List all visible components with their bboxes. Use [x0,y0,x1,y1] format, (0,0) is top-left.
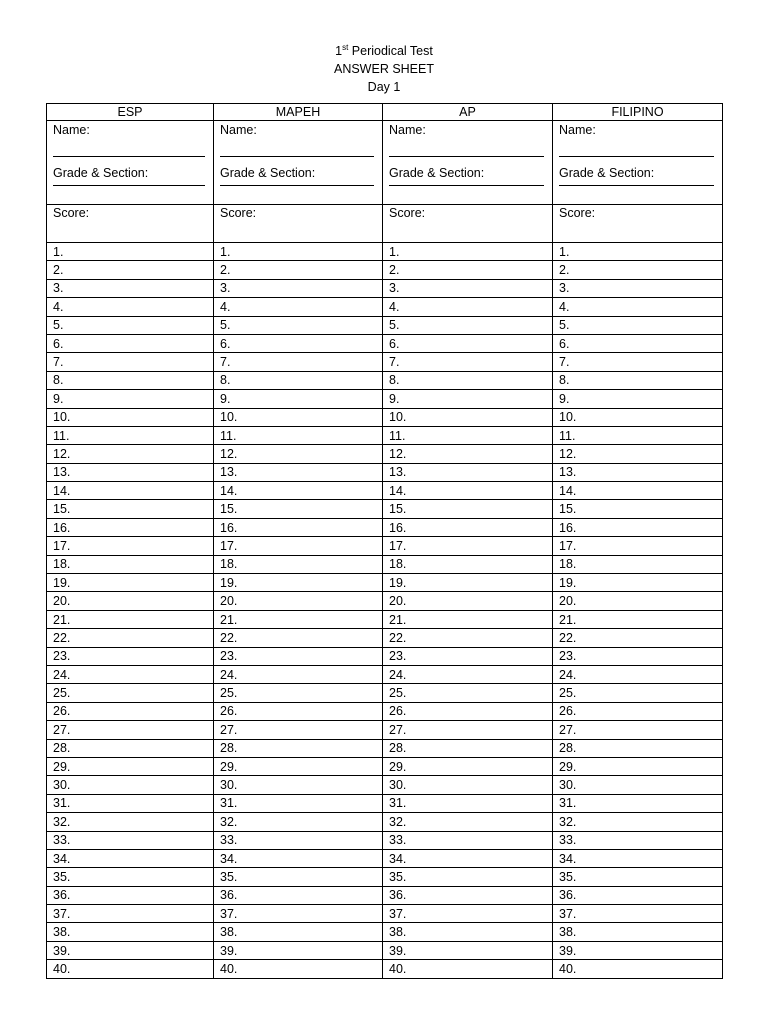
answer-item: 35. [47,868,214,886]
answer-item: 25. [553,684,723,702]
answer-item: 34. [383,849,553,867]
student-info-cell [214,121,383,205]
table-row [47,794,723,812]
answer-item: 38. [553,923,723,941]
answer-item: 25. [47,684,214,702]
answer-item: 22. [47,629,214,647]
score-label: Score: [214,205,383,243]
answer-item: 34. [47,849,214,867]
answer-table [46,103,723,979]
answer-item: 14. [214,482,383,500]
answer-item: 21. [383,610,553,628]
grade-section-blank-line [220,181,374,186]
answer-item: 23. [553,647,723,665]
answer-item: 16. [383,518,553,536]
table-row [47,702,723,720]
answer-item: 15. [47,500,214,518]
answer-item: 36. [214,886,383,904]
answer-item: 20. [47,592,214,610]
answer-item: 39. [214,941,383,959]
answer-item: 7. [383,353,553,371]
table-row [47,813,723,831]
answer-item: 26. [553,702,723,720]
answer-item: 33. [47,831,214,849]
answer-item: 13. [47,463,214,481]
table-row [47,500,723,518]
name-label: Name: [389,123,426,137]
answer-item: 40. [214,960,383,978]
answer-item: 25. [383,684,553,702]
answer-item: 24. [383,665,553,683]
answer-item: 14. [383,482,553,500]
answer-item: 30. [383,776,553,794]
answer-item: 32. [553,813,723,831]
subject-header-row [47,104,723,121]
table-row [47,941,723,959]
table-row [47,868,723,886]
answer-item: 30. [47,776,214,794]
table-row [47,537,723,555]
answer-item: 31. [214,794,383,812]
answer-item: 3. [47,279,214,297]
answer-item: 39. [553,941,723,959]
answer-item: 5. [553,316,723,334]
answer-item: 40. [47,960,214,978]
answer-item: 12. [553,445,723,463]
table-row [47,647,723,665]
table-row [47,757,723,775]
answer-item: 19. [553,574,723,592]
answer-item: 18. [214,555,383,573]
answer-item: 8. [553,371,723,389]
answer-item: 17. [553,537,723,555]
answer-item: 26. [47,702,214,720]
student-info-cell [383,121,553,205]
answer-item: 26. [214,702,383,720]
grade-section-blank-line [53,181,205,186]
answer-item: 18. [47,555,214,573]
answer-item: 10. [214,408,383,426]
answer-item: 25. [214,684,383,702]
answer-item: 38. [383,923,553,941]
table-row [47,923,723,941]
answer-item: 18. [383,555,553,573]
answer-item: 16. [47,518,214,536]
answer-item: 23. [214,647,383,665]
answer-item: 34. [214,849,383,867]
answer-item: 10. [383,408,553,426]
answer-item: 4. [214,298,383,316]
table-row [47,353,723,371]
answer-item: 9. [214,390,383,408]
answer-item: 17. [214,537,383,555]
answer-item: 30. [553,776,723,794]
answer-item: 33. [553,831,723,849]
answer-item: 22. [553,629,723,647]
answer-item: 16. [553,518,723,536]
answer-item: 36. [553,886,723,904]
grade-section-label: Grade & Section: [220,166,316,180]
answer-item: 8. [214,371,383,389]
answer-item: 1. [47,243,214,261]
answer-item: 13. [214,463,383,481]
answer-item: 12. [383,445,553,463]
answer-item: 4. [383,298,553,316]
answer-item: 31. [553,794,723,812]
table-row [47,518,723,536]
answer-item: 14. [47,482,214,500]
answer-item: 20. [214,592,383,610]
table-row [47,426,723,444]
table-row [47,371,723,389]
answer-item: 2. [383,261,553,279]
answer-item: 34. [553,849,723,867]
answer-item: 37. [214,905,383,923]
test-title: 1st Periodical Test [335,42,433,58]
answer-item: 29. [553,757,723,775]
answer-item: 27. [214,721,383,739]
sheet-title: ANSWER SHEET [333,62,434,76]
answer-item: 27. [553,721,723,739]
answer-item: 2. [553,261,723,279]
answer-item: 21. [47,610,214,628]
answer-item: 29. [214,757,383,775]
answer-item: 35. [553,868,723,886]
answer-item: 27. [47,721,214,739]
answer-item: 4. [553,298,723,316]
name-blank-line [389,148,544,157]
name-label: Name: [53,123,90,137]
subject-esp: ESP [47,104,214,121]
table-row [47,316,723,334]
table-row [47,739,723,757]
answer-item: 36. [383,886,553,904]
answer-item: 9. [383,390,553,408]
answer-item: 24. [47,665,214,683]
answer-item: 2. [47,261,214,279]
answer-item: 39. [383,941,553,959]
table-row [47,408,723,426]
answer-item: 26. [383,702,553,720]
answer-item: 2. [214,261,383,279]
answer-item: 20. [383,592,553,610]
answer-item: 5. [47,316,214,334]
answer-item: 3. [383,279,553,297]
answer-item: 17. [47,537,214,555]
answer-item: 10. [553,408,723,426]
table-row [47,482,723,500]
table-row [47,684,723,702]
answer-item: 6. [47,334,214,352]
table-row [47,261,723,279]
answer-item: 35. [214,868,383,886]
answer-item: 11. [553,426,723,444]
answer-item: 4. [47,298,214,316]
answer-item: 16. [214,518,383,536]
answer-item: 30. [214,776,383,794]
answer-item: 9. [553,390,723,408]
answer-item: 1. [214,243,383,261]
answer-item: 31. [47,794,214,812]
answer-item: 27. [383,721,553,739]
answer-item: 15. [383,500,553,518]
answer-item: 10. [47,408,214,426]
table-row [47,390,723,408]
answer-item: 37. [553,905,723,923]
table-row [47,592,723,610]
answer-item: 8. [383,371,553,389]
grade-section-label: Grade & Section: [559,166,655,180]
answer-item: 7. [214,353,383,371]
answer-item: 38. [214,923,383,941]
table-row [47,463,723,481]
answer-item: 33. [214,831,383,849]
subject-mapeh: MAPEH [214,104,383,121]
answer-item: 18. [553,555,723,573]
answer-item: 6. [553,334,723,352]
answer-item: 23. [383,647,553,665]
table-row [47,243,723,261]
answer-item: 22. [383,629,553,647]
answer-item: 39. [47,941,214,959]
table-row [47,831,723,849]
answer-item: 15. [214,500,383,518]
answer-item: 3. [553,279,723,297]
answer-item: 19. [383,574,553,592]
answer-item: 23. [47,647,214,665]
grade-section-blank-line [559,181,714,186]
answer-item: 28. [47,739,214,757]
answer-item: 7. [553,353,723,371]
grade-section-label: Grade & Section: [53,166,149,180]
answer-item: 3. [214,279,383,297]
table-row [47,279,723,297]
answer-item: 8. [47,371,214,389]
answer-item: 1. [553,243,723,261]
answer-item: 11. [214,426,383,444]
answer-item: 21. [214,610,383,628]
answer-item: 22. [214,629,383,647]
answer-item: 19. [214,574,383,592]
table-row [47,665,723,683]
answer-item: 13. [553,463,723,481]
table-row [47,776,723,794]
name-blank-line [220,148,374,157]
subject-ap: AP [383,104,553,121]
table-row [47,574,723,592]
answer-item: 36. [47,886,214,904]
answer-item: 32. [47,813,214,831]
answer-item: 20. [553,592,723,610]
answer-item: 15. [553,500,723,518]
answer-item: 29. [383,757,553,775]
answer-item: 17. [383,537,553,555]
answer-item: 6. [383,334,553,352]
answer-item: 9. [47,390,214,408]
answer-item: 32. [214,813,383,831]
answer-item: 5. [214,316,383,334]
name-label: Name: [220,123,257,137]
answer-item: 28. [553,739,723,757]
name-blank-line [559,148,714,157]
table-row [47,610,723,628]
answer-item: 28. [214,739,383,757]
table-row [47,849,723,867]
answer-item: 37. [383,905,553,923]
answer-item: 7. [47,353,214,371]
score-row [47,205,723,243]
answer-item: 31. [383,794,553,812]
name-label: Name: [559,123,596,137]
answer-item: 12. [47,445,214,463]
answer-item: 11. [383,426,553,444]
answer-item: 12. [214,445,383,463]
answer-item: 24. [553,665,723,683]
table-row [47,334,723,352]
score-label: Score: [553,205,723,243]
answer-item: 32. [383,813,553,831]
answer-item: 21. [553,610,723,628]
answer-item: 11. [47,426,214,444]
answer-item: 6. [214,334,383,352]
day-label: Day 1 [367,80,401,94]
table-row [47,555,723,573]
answer-item: 13. [383,463,553,481]
answer-item: 19. [47,574,214,592]
subject-filipino: FILIPINO [553,104,723,121]
table-row [47,721,723,739]
answer-item: 5. [383,316,553,334]
answer-item: 40. [383,960,553,978]
score-label: Score: [47,205,214,243]
table-row [47,629,723,647]
answer-item: 37. [47,905,214,923]
student-info-row [47,121,723,205]
answer-item: 38. [47,923,214,941]
answer-item: 1. [383,243,553,261]
table-row [47,445,723,463]
answer-item: 40. [553,960,723,978]
answer-item: 33. [383,831,553,849]
table-row [47,905,723,923]
sheet-header [0,42,768,96]
answer-item: 29. [47,757,214,775]
student-info-cell [47,121,214,205]
name-blank-line [53,148,205,157]
grade-section-blank-line [389,181,544,186]
score-label: Score: [383,205,553,243]
answer-item: 14. [553,482,723,500]
answer-item: 35. [383,868,553,886]
table-row [47,298,723,316]
table-row [47,960,723,978]
student-info-cell [553,121,723,205]
table-row [47,886,723,904]
answer-item: 24. [214,665,383,683]
answer-item: 28. [383,739,553,757]
grade-section-label: Grade & Section: [389,166,485,180]
